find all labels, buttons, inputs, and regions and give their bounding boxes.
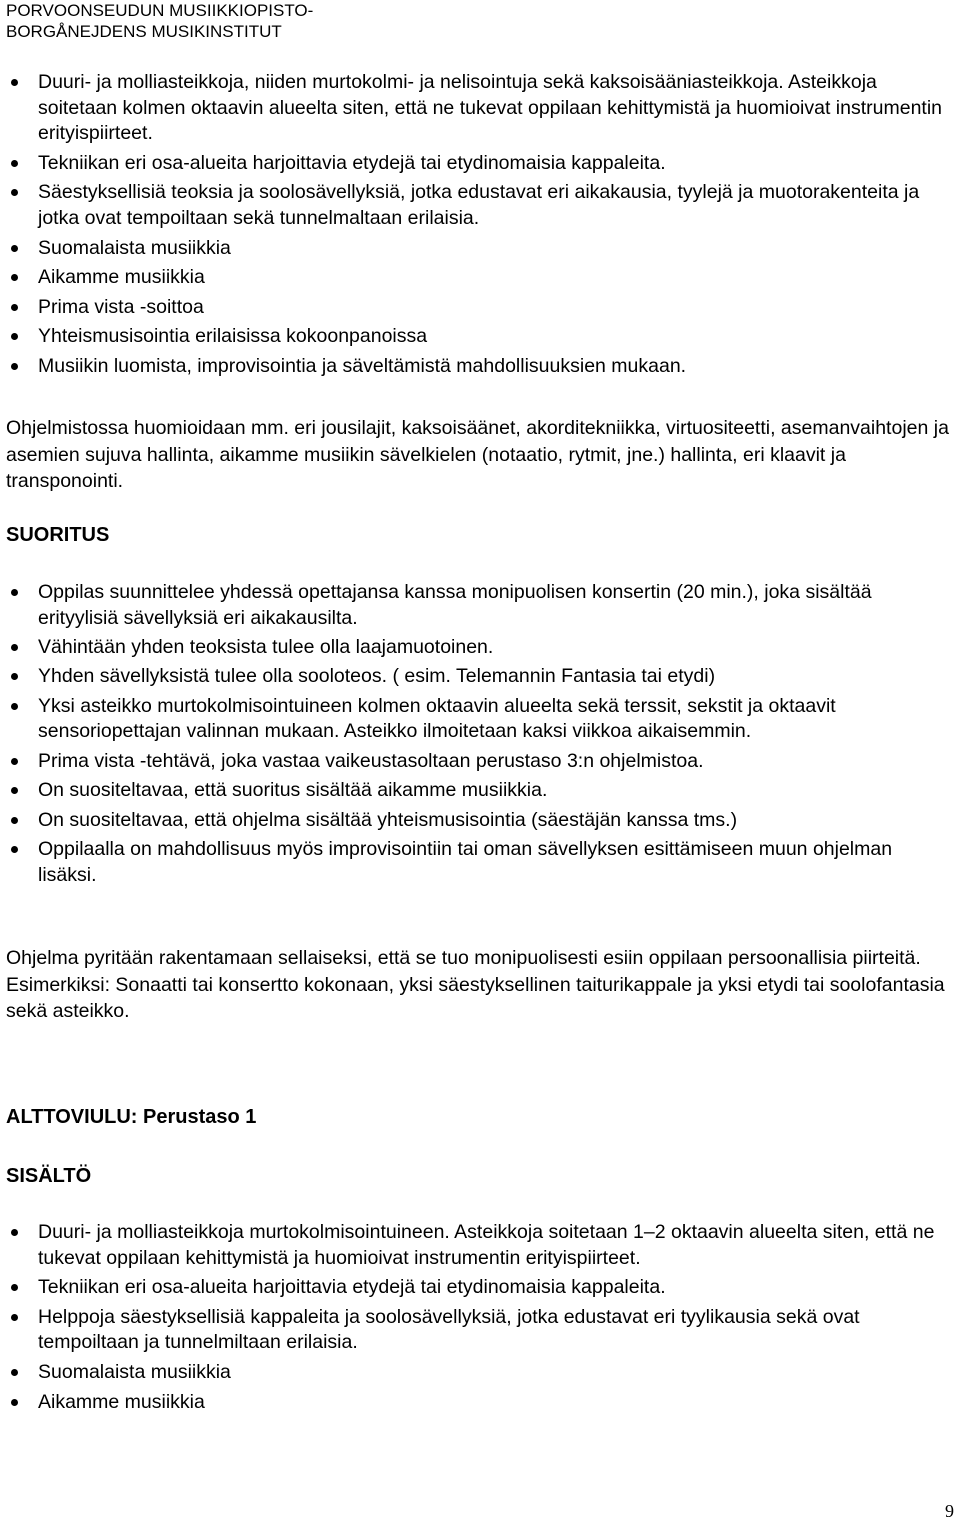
content-list	[0, 70, 960, 384]
bullet-icon	[11, 79, 18, 86]
list-item	[0, 236, 960, 262]
list-item-text: Suomalaista musiikkia	[38, 236, 231, 259]
list-item	[0, 295, 960, 321]
list-item-text: Oppilas suunnittelee yhdessä opettajansa kanssa monipuolisen konsertin (20 min.), joka sisältää erityylisiä sävellyksiä eri aikakausilta.	[38, 581, 872, 629]
bullet-icon	[11, 787, 18, 794]
alttoviulu-heading: ALTTOVIULU: Perustaso 1	[6, 1106, 257, 1128]
list-item-text: Aikamme musiikkia	[38, 1390, 205, 1413]
list-item-text: Helppoja säestyksellisiä kappaleita ja soolosävellyksiä, jotka edustavat eri tyylikausia sekä ovat tempoiltaan ja tunnelmiltaan erilaisia.	[38, 1305, 860, 1354]
list-item	[0, 664, 960, 690]
bullet-icon	[11, 363, 18, 370]
list-item	[0, 70, 960, 147]
list-item-text: Oppilaalla on mahdollisuus myös improvisointiin tai oman sävellyksen esittämiseen muun ohjelman lisäksi.	[38, 837, 893, 886]
list-item	[0, 778, 960, 804]
list-item-text: On suositeltavaa, että suoritus sisältää aikamme musiikkia.	[38, 779, 548, 802]
list-item	[0, 1275, 960, 1301]
alttoviulu-content-list	[0, 1220, 960, 1419]
bullet-icon	[11, 1314, 18, 1321]
bullet-icon	[11, 160, 18, 167]
list-item-text: Prima vista -tehtävä, joka vastaa vaikeustasoltaan perustaso 3:n ohjelmistoa.	[38, 749, 704, 772]
list-item	[0, 749, 960, 775]
list-item-text: Musiikin luomista, improvisointia ja säveltämistä mahdollisuuksien mukaan.	[38, 354, 687, 377]
list-item	[0, 694, 960, 745]
sisalto-heading: SISÄLTÖ	[6, 1165, 92, 1187]
list-item-text: On suositeltavaa, että ohjelma sisältää yhteismusisointia (säestäjän kanssa tms.)	[38, 808, 738, 831]
list-item-text: Duuri- ja molliasteikkoja, niiden murtokolmi- ja nelisointuja sekä kaksoisääniasteikkoja. Asteikkoja soitetaan kolmen oktaavin alueelta siten, että ne tukevat oppilaan kehittymistä ja huomioivat instrumentin erityispiirteet.	[38, 71, 943, 145]
list-item	[0, 1220, 960, 1271]
bullet-icon	[11, 758, 18, 765]
list-item-text: Vähintään yhden teoksista tulee olla laajamuotoinen.	[38, 635, 494, 658]
bullet-icon	[11, 189, 18, 196]
program-description-paragraph: Ohjelma pyritään rakentamaan sellaiseksi, että se tuo monipuolisesti esiin oppilaan persoonallisia piirteitä. Esimerkiksi: Sonaatti tai konsertto kokonaan, yksi säestyksellinen taiturikappale ja yksi etydi tai soolofantasia sekä asteikko.	[6, 947, 945, 1022]
bullet-icon	[11, 673, 18, 680]
bullet-icon	[11, 1284, 18, 1291]
suoritus-bullet-list	[0, 580, 960, 888]
bullet-icon	[11, 304, 18, 311]
list-item	[0, 180, 960, 231]
list-item	[0, 1390, 960, 1416]
page-number: 9	[945, 1501, 954, 1521]
bullet-icon	[11, 245, 18, 252]
list-item-text: Yhteismusisointia erilaisissa kokoonpanoissa	[38, 325, 428, 348]
suoritus-heading: SUORITUS	[6, 524, 110, 546]
list-item-text: Tekniikan eri osa-alueita harjoittavia etydejä tai etydinomaisia kappaleita.	[38, 1276, 666, 1299]
list-item	[0, 837, 960, 888]
bullet-icon	[11, 333, 18, 340]
list-item-text: Säestyksellisiä teoksia ja soolosävellyksiä, jotka edustavat eri aikakausia, tyylejä ja muotorakenteita ja jotka ovat tempoiltaan sekä tunnelmaltaan erilaisia.	[38, 181, 920, 229]
list-item	[0, 1305, 960, 1356]
list-item-text: Prima vista -soittoa	[38, 295, 204, 318]
content-bullet-list	[0, 70, 960, 380]
bullet-icon	[11, 644, 18, 651]
bullet-icon	[11, 589, 18, 596]
bullet-icon	[11, 1399, 18, 1406]
list-item	[0, 324, 960, 350]
list-item	[0, 635, 960, 661]
suoritus-list	[0, 580, 960, 892]
bullet-icon	[11, 274, 18, 281]
bullet-icon	[11, 846, 18, 853]
list-item	[0, 151, 960, 177]
bullet-icon	[11, 1229, 18, 1236]
bullet-icon	[11, 817, 18, 824]
list-item-text: Aikamme musiikkia	[38, 266, 205, 289]
list-item-text: Duuri- ja molliasteikkoja murtokolmisointuineen. Asteikkoja soitetaan 1–2 oktaavin alueelta siten, että ne tukevat oppilaan kehittymistä ja huomioivat instrumentin erityispiirteet.	[38, 1221, 935, 1269]
list-item-text: Tekniikan eri osa-alueita harjoittavia etydejä tai etydinomaisia kappaleita.	[38, 151, 666, 174]
list-item-text: Yksi asteikko murtokolmisointuineen kolmen oktaavin alueelta sekä terssit, sekstit ja oktaavit sensoriopettajan valinnan mukaan. Asteikko ilmoitetaan kaksi viikkoa aikaisemmin.	[38, 694, 836, 743]
list-item-text: Suomalaista musiikkia	[38, 1360, 231, 1383]
list-item	[0, 580, 960, 631]
institution-name-line-1: PORVOONSEUDUN MUSIIKKIOPISTO-	[6, 1, 314, 20]
list-item	[0, 1360, 960, 1386]
list-item	[0, 265, 960, 291]
list-item-text: Yhden sävellyksistä tulee olla sooloteos. ( esim. Telemannin Fantasia tai etydi)	[38, 665, 716, 688]
bullet-icon	[11, 1369, 18, 1376]
bullet-icon	[11, 703, 18, 710]
institution-name-line-2: BORGÅNEJDENS MUSIKINSTITUT	[6, 22, 282, 41]
list-item	[0, 808, 960, 834]
list-item	[0, 354, 960, 380]
repertoire-note-paragraph: Ohjelmistossa huomioidaan mm. eri jousilajit, kaksoisäänet, akorditekniikka, virtuositeetti, asemanvaihtojen ja asemien sujuva hallinta, aikamme musiikin sävelkielen (notaatio, rytmit, jne.) hallinta, eri klaavit ja transponointi.	[6, 417, 949, 492]
alttoviulu-bullet-list	[0, 1220, 960, 1415]
